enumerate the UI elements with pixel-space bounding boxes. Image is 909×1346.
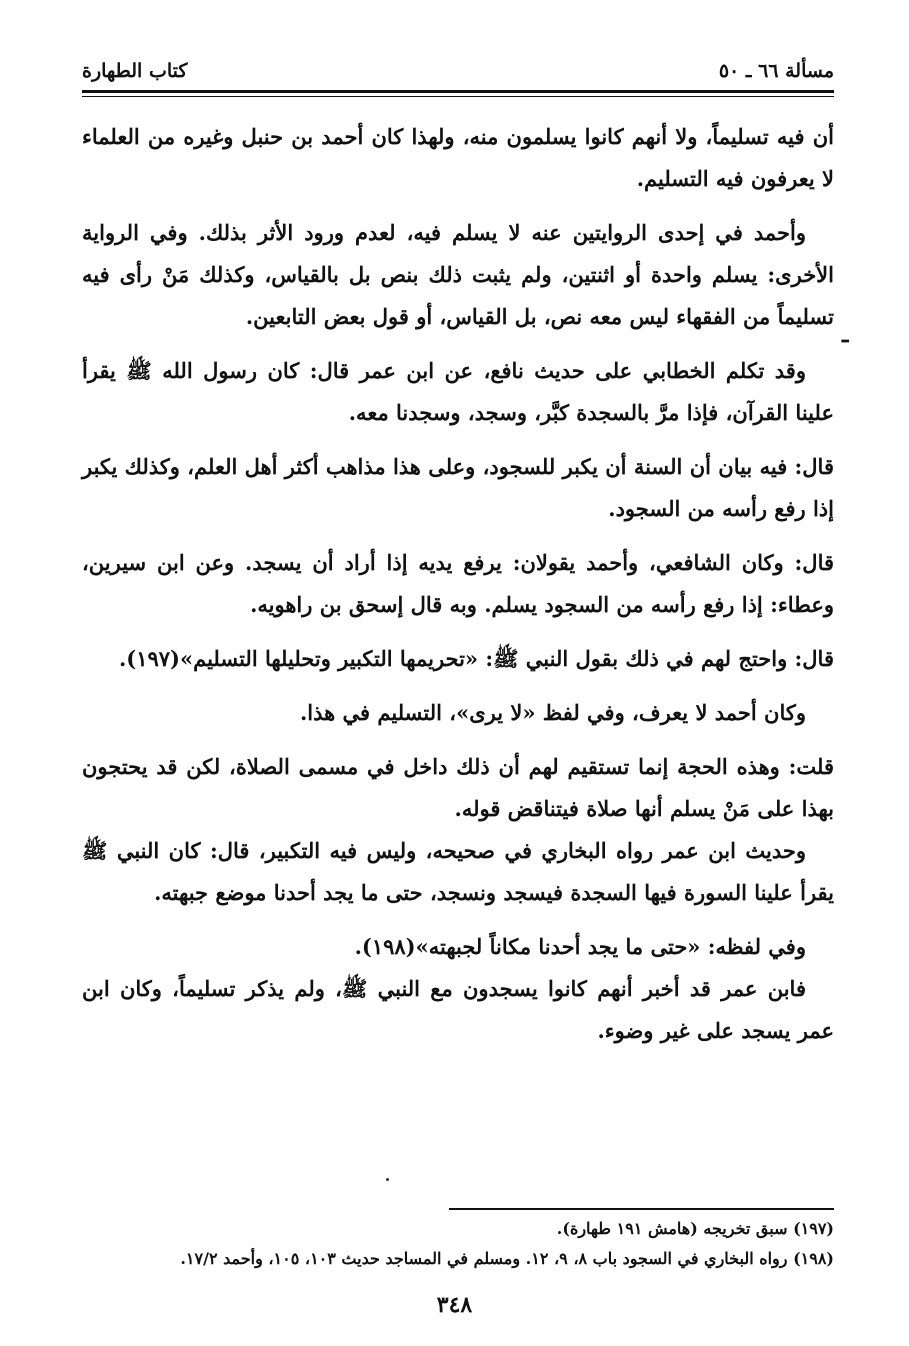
paragraph: وأحمد في إحدى الروايتين عنه لا يسلم فيه، لعدم ورود الأثر بذلك. وفي الرواية الأخرى: يسلم واحدة أو اثنتين، ولم يثبت ذلك بنص بل بالقياس، وكذلك مَنْ رأى فيه تسليماً من الفقهاء ليس معه نص، بل القياس، أو قول بعض التابعين. — [82, 220, 834, 329]
main-text — [82, 116, 834, 1064]
header-rule-thick — [82, 90, 834, 93]
paragraph: قال: واحتج لهم في ذلك بقول النبي ﷺ: «تحريمها التكبير وتحليلها التسليم»(١٩٧). — [118, 646, 834, 671]
header-rule-thin — [82, 96, 834, 97]
page-header — [82, 58, 834, 84]
footnotes — [82, 1214, 834, 1274]
paragraph: فابن عمر قد أخبر أنهم كانوا يسجدون مع النبي ﷺ، ولم يذكر تسليماً، وكان ابن عمر يسجد على غير وضوء. — [82, 976, 834, 1043]
paragraph: وكان أحمد لا يعرف، وفي لفظ «لا يرى»، التسليم في هذا. — [300, 700, 806, 725]
header-issue-label: مسألة ٦٦ ـ ٥٠ — [718, 60, 834, 82]
paragraph: قال: فيه بيان أن السنة أن يكبر للسجود، وعلى هذا مذاهب أكثر أهل العلم، وكذلك يكبر إذا رفع رأسه من السجود. — [82, 454, 834, 521]
paragraph: وفي لفظه: «حتى ما يجد أحدنا مكاناً لجبهته»(١٩٨). — [354, 934, 806, 959]
header-book-title: كتاب الطهارة — [82, 60, 188, 82]
paragraph: قال: وكان الشافعي، وأحمد يقولان: يرفع يديه إذا أراد أن يسجد. وعن ابن سيرين، وعطاء: إذا رفع رأسه من السجود يسلم. وبه قال إسحق بن راهويه. — [82, 550, 834, 617]
footnote: (١٩٨) رواه البخاري في السجود باب ٨، ٩، ١٢. ومسلم في المساجد حديث ١٠٣، ١٠٥، وأحمد ١٧/٢. — [180, 1249, 834, 1268]
margin-mark: ـ — [842, 322, 849, 348]
footnote-rule — [449, 1208, 834, 1210]
paragraph: أن فيه تسليماً، ولا أنهم كانوا يسلمون منه، ولهذا كان أحمد بن حنبل وغيره من العلماء لا يعرفون فيه التسليم. — [82, 124, 834, 191]
paragraph: وقد تكلم الخطابي على حديث نافع، عن ابن عمر قال: كان رسول الله ﷺ يقرأ علينا القرآن، فإذا مرَّ بالسجدة كبَّر، وسجد، وسجدنا معه. — [82, 358, 834, 425]
page-number: ٣٤٨ — [436, 1292, 473, 1318]
stray-dot — [386, 1178, 389, 1181]
paragraph: قلت: وهذه الحجة إنما تستقيم لهم أن ذلك داخل في مسمى الصلاة، لكن قد يحتجون بهذا على مَنْ يسلم أنها صلاة فيتناقض قوله. — [82, 754, 834, 821]
paragraph: وحديث ابن عمر رواه البخاري في صحيحه، وليس فيه التكبير، قال: كان النبي ﷺ يقرأ علينا السورة فيها السجدة فيسجد ونسجد، حتى ما يجد أحدنا موضع جبهته. — [82, 838, 834, 905]
footnote: (١٩٧) سبق تخريجه (هامش ١٩١ طهارة). — [556, 1219, 834, 1238]
